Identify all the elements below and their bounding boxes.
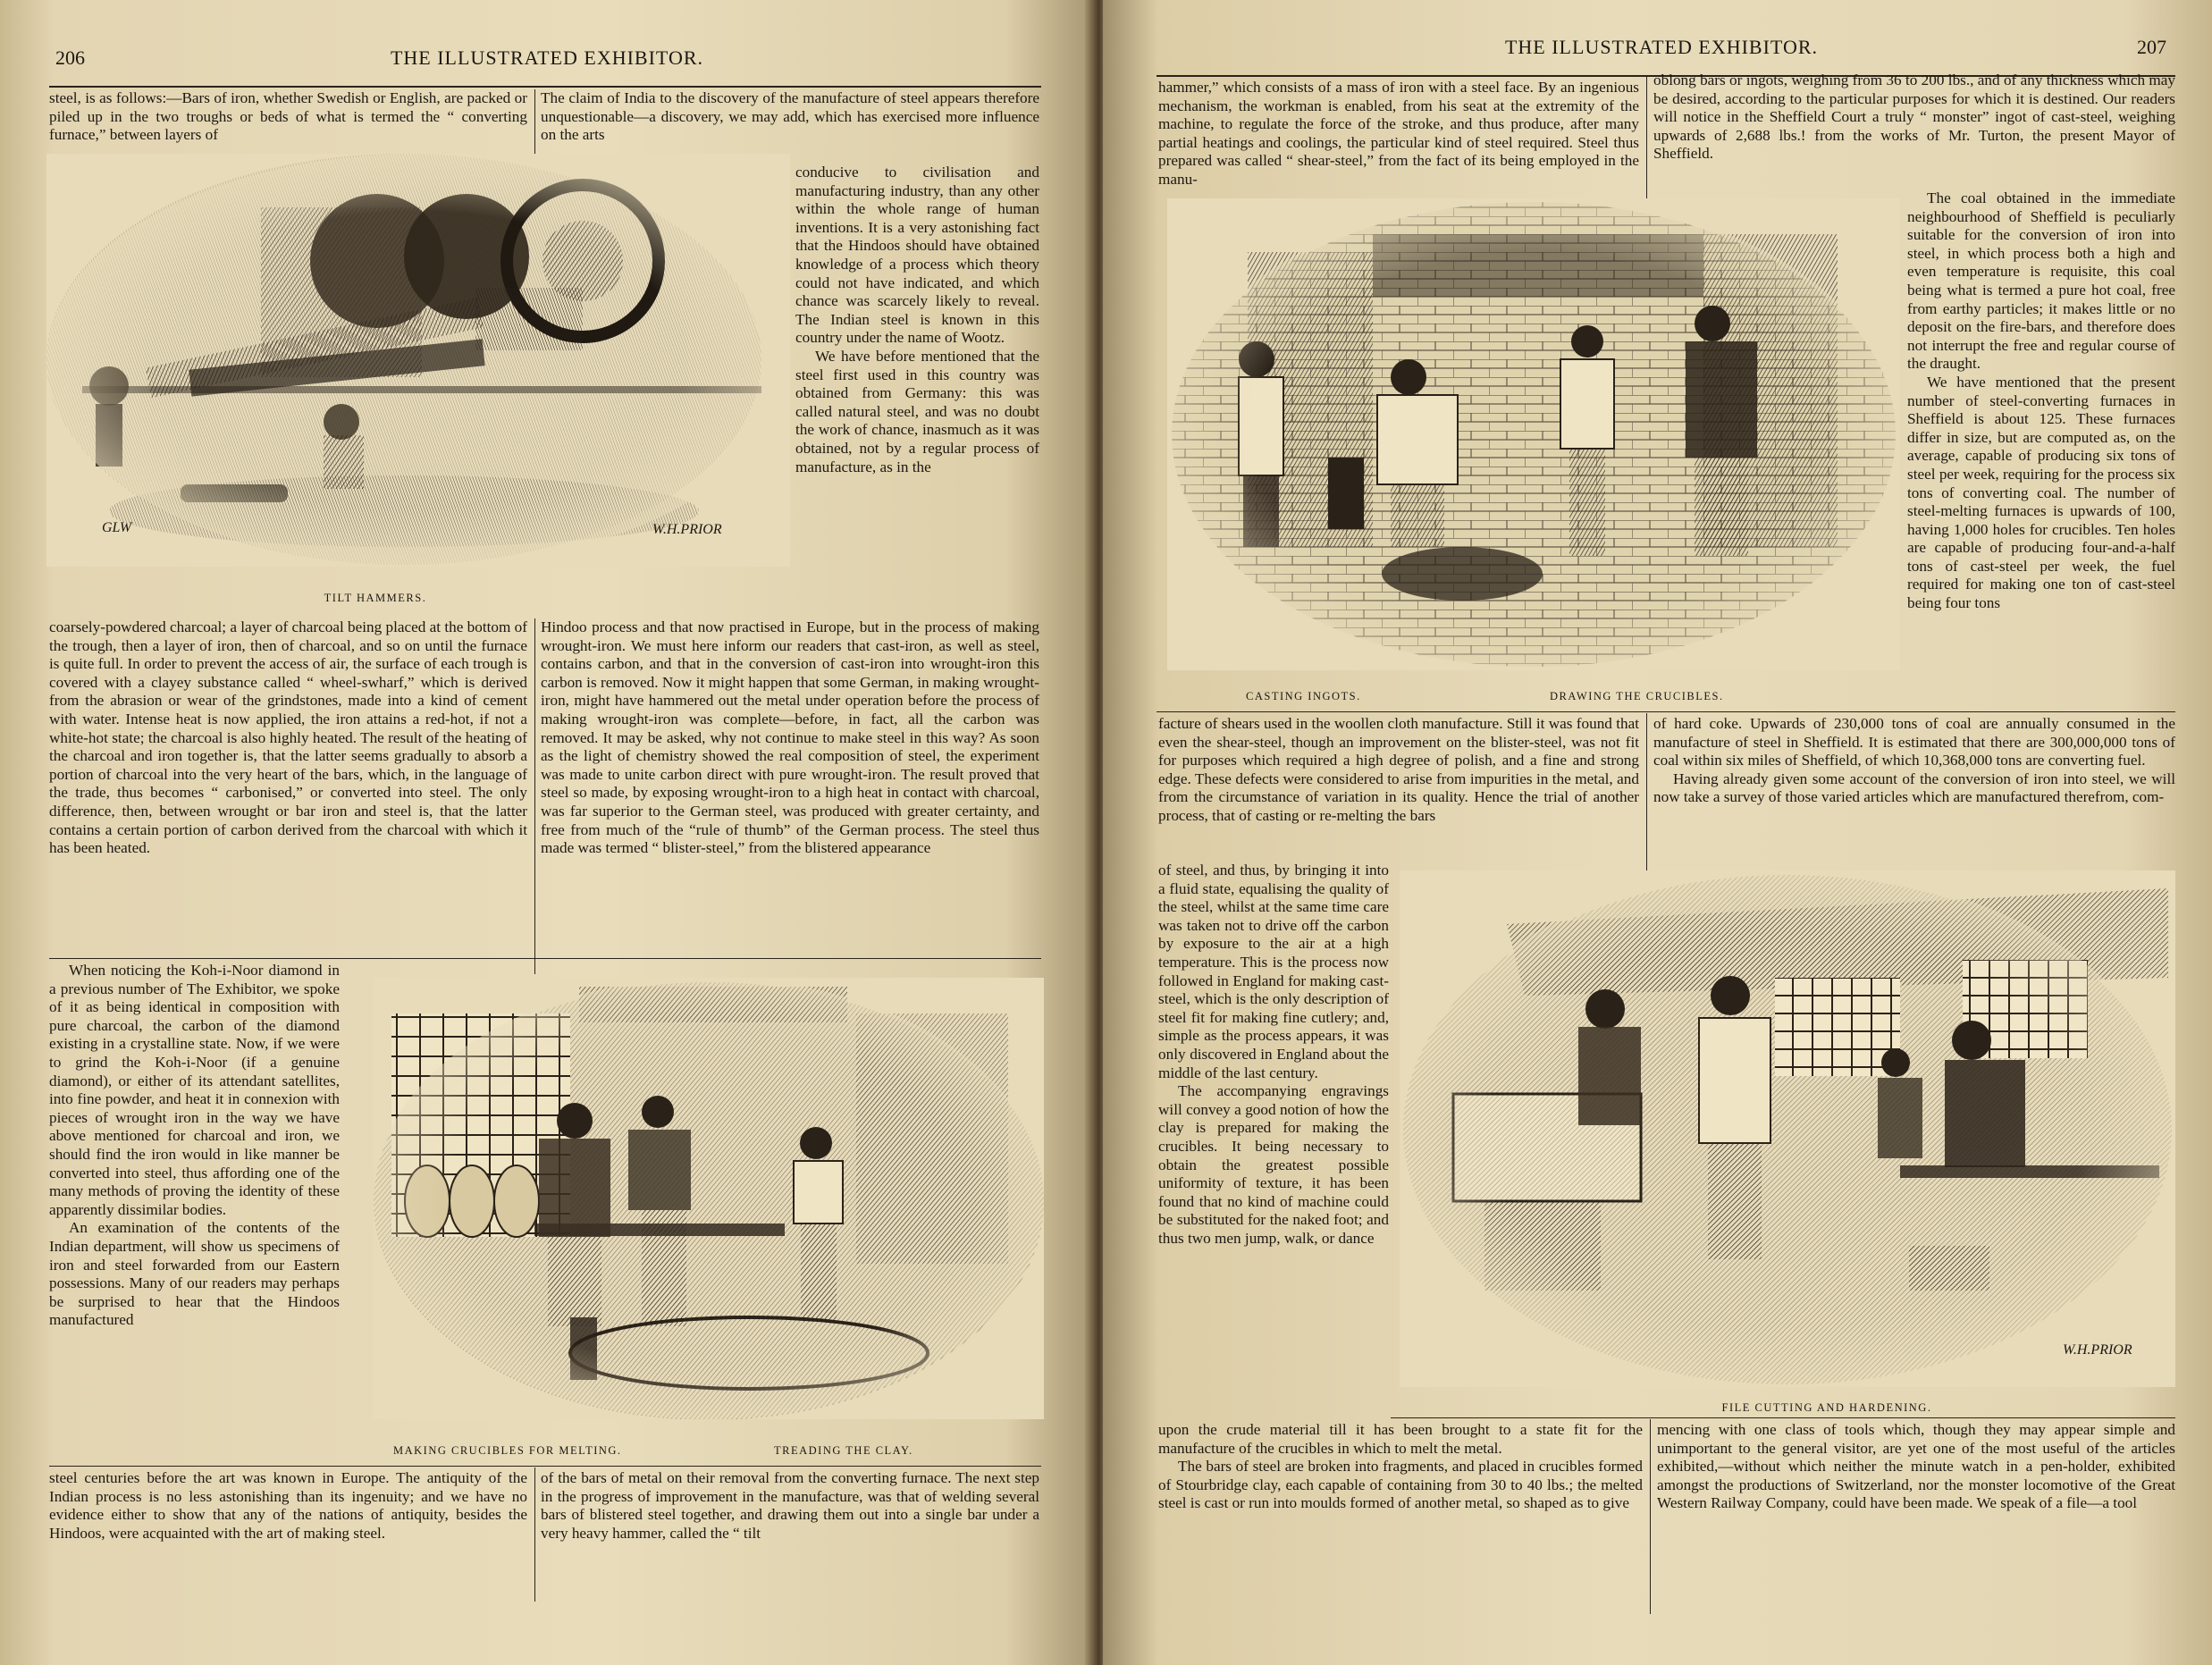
column-text [49,618,527,858]
paragraph: The accompanying engravings will convey a good notion of how the clay is prepared for making the crucibles. It being necessary to obtain the greatest possible uniformity of texture, it has been found that no kind of machine could be substituted for the naked foot; and thus two men jump, walk, or dance [1158,1082,1389,1247]
engraver-signature: GLW [102,520,132,535]
figure-caption: TILT HAMMERS. [324,592,427,604]
column-text [49,1469,527,1543]
section-rule [1156,711,2175,712]
column-rule [534,89,535,161]
figure-caption: MAKING CRUCIBLES FOR MELTING. [393,1444,622,1457]
column-text [795,164,1039,476]
figure-caption: TREADING THE CLAY. [774,1444,913,1457]
paragraph: mencing with one class of tools which, though they may appear simple and unimportant to the general visitor, are yet one of the most useful of the articles exhibited,—without which neither the minute watch in a pen-holder, exhibited amongst the productions of Switzerland, nor the monster locomotive of the Great Western Railway Company, could have been made. We speak of a file—a tool [1657,1421,2175,1512]
column-rule [534,618,535,974]
header-rule [49,86,1041,88]
column-text [1653,715,2175,807]
column-text [1653,71,2175,164]
paragraph: of hard coke. Upwards of 230,000 tons of coal are annually consumed in the manufacture of steel in Sheffield. It is estimated that there are 300,000,000 tons of coal within six miles of Sheffield, of which 10,368,000 tons are converting fuel. [1653,715,2175,769]
column-text [1158,862,1389,1248]
artist-signature: W.H.PRIOR [652,522,722,537]
casting-ingots-engraving [1167,198,1900,670]
paragraph: steel, is as follows:—Bars of iron, whether Swedish or English, are packed or piled up in the two troughs or beds of what is termed the “ converting furnace,” between layers of [49,89,527,144]
paragraph: coarsely-powdered charcoal; a layer of charcoal being placed at the bottom of the trough, then a layer of iron, then of charcoal, and so on until the furnace is quite full. In order to prevent the access of air, the surface of each trough is covered with a clayey substance called “ wheel-swharf,” which is derived from the abrasion or wear of the grindstones, made into a kind of cement with water. Intense heat is now applied, the iron attains a red-hot, if not a white-hot state; the charcoal is also highly heated. The result of the heating of the charcoal and iron together is, that the latter seems gradually to absorb a portion of charcoal into the very heart of the bars, which, in the language of the trade, thus becomes “ carbonised,” or converted into steel. The only difference, then, between wrought or bar iron and steel is, that the latter contains a certain portion of carbon derived from the charcoal with which it has been heated. [49,618,527,857]
left-page-header [55,46,1039,73]
column-rule [1646,713,1647,883]
paragraph: Having already given some account of the conversion of iron into steel, we will now take a survey of those varied articles which are manufactured therefrom, com- [1653,769,2175,806]
paragraph: of the bars of metal on their removal from the converting furnace. The next step in the progress of improvement in the manufacture, was that of welding several bars of blistered steel together, and drawing them out into a single bar under a very heavy hammer, called the “ tilt [541,1469,1039,1542]
paragraph: Hindoo process and that now practised in Europe, but in the process of making wrought-iron. We must here inform our readers that cast-iron, as well as steel, contains carbon, and that in the conversion of cast-iron into wrought-iron this carbon is removed. Now it might happen that some German, in making wrought-iron, might have hammered out the metal under operation before the process of making wrought-iron was complete—before, in fact, all the carbon was removed. It may be asked, why not continue to make steel in this way? As soon as the light of chemistry showed the real composition of steel, the experiment was made to unite carbon direct with pure wrought-iron. The result proved that steel so made, by exposing wrought-iron to a high heat in contact with charcoal, was far superior to the German steel, was produced with greater certainty, and free from much of the “rule of thumb” of the German process. The steel thus made was termed “ blister-steel,” from the blistered appearance [541,618,1039,857]
artist-signature: W.H.PRIOR [2063,1342,2132,1358]
column-text [1907,189,2175,613]
paragraph: An examination of the contents of the Indian department, will show us specimens of iron and steel forwarded from our Eastern possessions. Many of our readers may perhaps be surprised to hear that the Hindoos manufactured [49,1219,340,1329]
paragraph: facture of shears used in the woollen cloth manufacture. Still it was found that even the shear-steel, though an improvement on the blister-steel, was not fit for purposes which required a high degree of polish, and a fine and strong edge. These defects were considered to arise from impurities in the metal, and from the circumstance of variation in its quality. Hence the trial of another process, that of casting or re-melting the bars [1158,715,1639,824]
column-text [49,89,527,145]
column-text [1158,79,1639,189]
section-rule [49,958,1041,959]
section-rule [1391,1417,2175,1418]
page-number: 206 [55,46,85,69]
column-rule [1646,77,1647,211]
paragraph: conducive to civilisation and manufacturing industry, than any other within the whole range of human inventions. It is a very astonishing fact that the Hindoos should have obtained knowledge of a process which theory could not have indicated, and which chance was scarcely likely to reveal. The Indian steel is known in this country under the name of Wootz. [795,164,1039,347]
right-page [1103,0,2212,1665]
column-text [49,962,340,1330]
paragraph: The bars of steel are broken into fragments, and placed in crucibles formed of Stourbridge clay, each capable of containing from 30 to 40 lbs.; the melted steel is cast or run into moulds formed of another metal, so shaped as to give [1158,1458,1643,1512]
figure-caption: FILE CUTTING AND HARDENING. [1721,1401,1932,1414]
paragraph: upon the crude material till it has been brought to a state fit for the manufacture of the crucibles in which to melt the metal. [1158,1421,1643,1457]
running-title: THE ILLUSTRATED EXHIBITOR. [390,46,704,69]
section-rule [49,1466,1041,1467]
column-rule [534,1467,535,1602]
making-crucibles-engraving [374,978,1044,1419]
tilt-hammers-engraving [46,154,790,567]
column-rule [1650,1419,1651,1614]
column-text [1158,715,1639,826]
paragraph: oblong bars or ingots, weighing from 36 to 200 lbs., and of any thickness which may be desired, according to the particular purposes for which it is destined. Our readers will notice in the Sheffield Court a truly “ monster” ingot of cast-steel, weighing upwards of 2,688 lbs.! from the works of Mr. Turton, the present Mayor of Sheffield. [1653,71,2175,163]
page-number: 207 [2137,36,2166,58]
file-cutting-engraving [1400,870,2175,1387]
paragraph: When noticing the Koh-i-Noor diamond in a previous number of The Exhibitor, we spoke of it as being identical in composition with pure charcoal, the carbon of the diamond existing in a crystalline state. Now, if we were to grind the Koh-i-Noor (if a genuine diamond), or either of its attendant satellites, into fine powder, and heat it in connexion with pieces of wrought iron in the way we have above mentioned for charcoal and iron, we should find the iron would in like manner be converted into steel, thus affording one of the many methods of proving the identity of these apparently dissimilar bodies. [49,962,340,1218]
paragraph: We have before mentioned that the steel first used in this country was obtained from Germany: this was called natural steel, and was no doubt the work of chance, inasmuch as it was obtained, not by a regular process of manufacture, as in the [795,347,1039,475]
column-text [541,89,1039,145]
running-title: THE ILLUSTRATED EXHIBITOR. [1504,36,1819,58]
left-page [0,0,1092,1665]
paragraph: The coal obtained in the immediate neighbourhood of Sheffield is peculiarly suitable for the conversion of iron into steel, in which process both a high and even temperature is requisite, this coal being what is termed a pure hot coal, free from earthy particles; it makes little or no deposit on the fire-bars, and therefore does not interrupt the free and regular course of the draught. [1907,189,2175,373]
figure-caption: CASTING INGOTS. [1246,690,1361,702]
column-text [1158,1421,1643,1513]
paragraph: of steel, and thus, by bringing it into a fluid state, equalising the quality of the steel, whilst at the same time care was taken not to drive off the carbon by exposure to the air at a high temperature. This is the process now followed in England for making cast-steel, which is the only description of steel fit for making fine cutlery; and, simple as the process appears, it was only discovered in England about the middle of the last century. [1158,862,1389,1081]
paragraph: hammer,” which consists of a mass of iron with a steel face. By an ingenious mechanism, the workman is enabled, from his seat at the extremity of the machine, to regulate the force of the stroke, and thus produce, after many partial heatings and coolings, the particular kind of steel required. Steel thus prepared was called “ shear-steel,” from the fact of its being employed in the manu- [1158,79,1639,188]
right-page-header [1156,36,2166,63]
paragraph: The claim of India to the discovery of the manufacture of steel appears therefore unquestionable—a discovery, we may add, which has exercised more influence on the arts [541,89,1039,144]
paragraph: We have mentioned that the present number of steel-converting furnaces in Sheffield is about 125. These furnaces differ in size, but are computed as, on the average, capable of producing six tons of steel per week, requiring for the process six tons of converting coal. The number of steel-melting furnaces is upwards of 100, having 1,000 holes for crucibles. Ten holes are capable of producing four-and-a-half tons of cast-steel per week, the fuel required for making one ton of cast-steel being four tons [1907,373,2175,612]
figure-caption: DRAWING THE CRUCIBLES. [1550,690,1724,702]
column-text [541,618,1039,858]
paragraph: steel centuries before the art was known in Europe. The antiquity of the Indian process is no less astonishing than its ingenuity; and we have no evidence either to show that any of the nations of antiquity, besides the Hindoos, were acquainted with the art of making steel. [49,1469,527,1542]
column-text [1657,1421,2175,1513]
column-text [541,1469,1039,1543]
